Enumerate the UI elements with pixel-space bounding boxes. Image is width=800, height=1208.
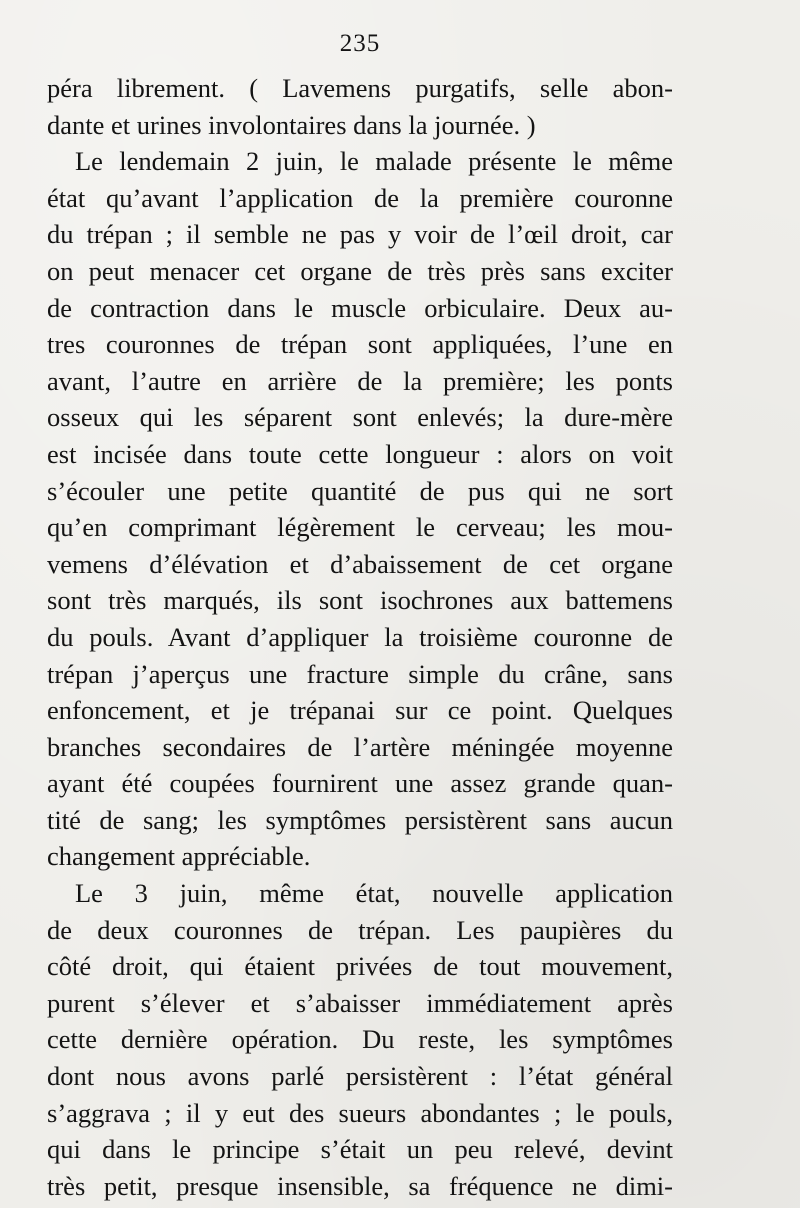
text-line: dante et urines involontaires dans la journée. ): [47, 109, 536, 140]
text-line: est incisée dans toute cette longueur : alors on voit: [47, 438, 673, 469]
text-line: péra librement. ( Lavemens purgatifs, selle abon-: [47, 73, 673, 103]
text-line: s’aggrava ; il y eut des sueurs abondantes ; le pouls,: [47, 1097, 673, 1128]
page-number: 235: [339, 30, 381, 57]
text-line: tité de sang; les symptômes persistèrent sans aucun: [47, 804, 673, 835]
text-line: Le lendemain 2 juin, le malade présente le même: [75, 146, 673, 177]
text-line: vemens d’élévation et d’abaissement de cet organe: [47, 548, 673, 579]
text-line: enfoncement, et je trépanai sur ce point. Quelques: [47, 695, 673, 726]
text-line: osseux qui les séparent sont enlevés; la dure-mère: [47, 402, 673, 433]
text-line: tres couronnes de trépan sont appliquées, l’une en: [47, 329, 673, 360]
text-line: de deux couronnes de trépan. Les paupières du: [47, 914, 673, 945]
text-line: du pouls. Avant d’appliquer la troisième couronne de: [47, 621, 673, 652]
text-line: de contraction dans le muscle orbiculaire. Deux au-: [47, 292, 673, 323]
text-line: on peut menacer cet organe de très près sans exciter: [47, 255, 673, 286]
text-line: état qu’avant l’application de la première couronne: [47, 182, 673, 213]
text-line: ayant été coupées fournirent une assez grande quan-: [47, 768, 673, 799]
text-line: avant, l’autre en arrière de la première; les ponts: [47, 365, 673, 396]
text-line: trépan j’aperçus une fracture simple du crâne, sans: [47, 658, 673, 689]
text-line: dont nous avons parlé persistèrent : l’état général: [47, 1061, 673, 1092]
text-line: sont très marqués, ils sont isochrones aux battemens: [47, 585, 673, 616]
text-line: cette dernière opération. Du reste, les symptômes: [47, 1024, 673, 1055]
body-text: [47, 70, 673, 1204]
text-line: branches secondaires de l’artère méningée moyenne: [47, 731, 673, 762]
text-line: s’écouler une petite quantité de pus qui ne sort: [47, 475, 673, 506]
text-line: changement appréciable.: [47, 841, 311, 872]
text-line: côté droit, qui étaient privées de tout mouvement,: [47, 951, 673, 982]
text-line: Le 3 juin, même état, nouvelle application: [75, 878, 673, 909]
text-line: qu’en comprimant légèrement le cerveau; les mou-: [47, 512, 673, 543]
text-line: très petit, presque insensible, sa fréquence ne dimi-: [47, 1170, 673, 1201]
text-line: purent s’élever et s’abaisser immédiatement après: [47, 987, 673, 1018]
text-line: qui dans le principe s’était un peu relevé, devint: [47, 1134, 673, 1165]
text-line: du trépan ; il semble ne pas y voir de l’œil droit, car: [47, 219, 673, 250]
